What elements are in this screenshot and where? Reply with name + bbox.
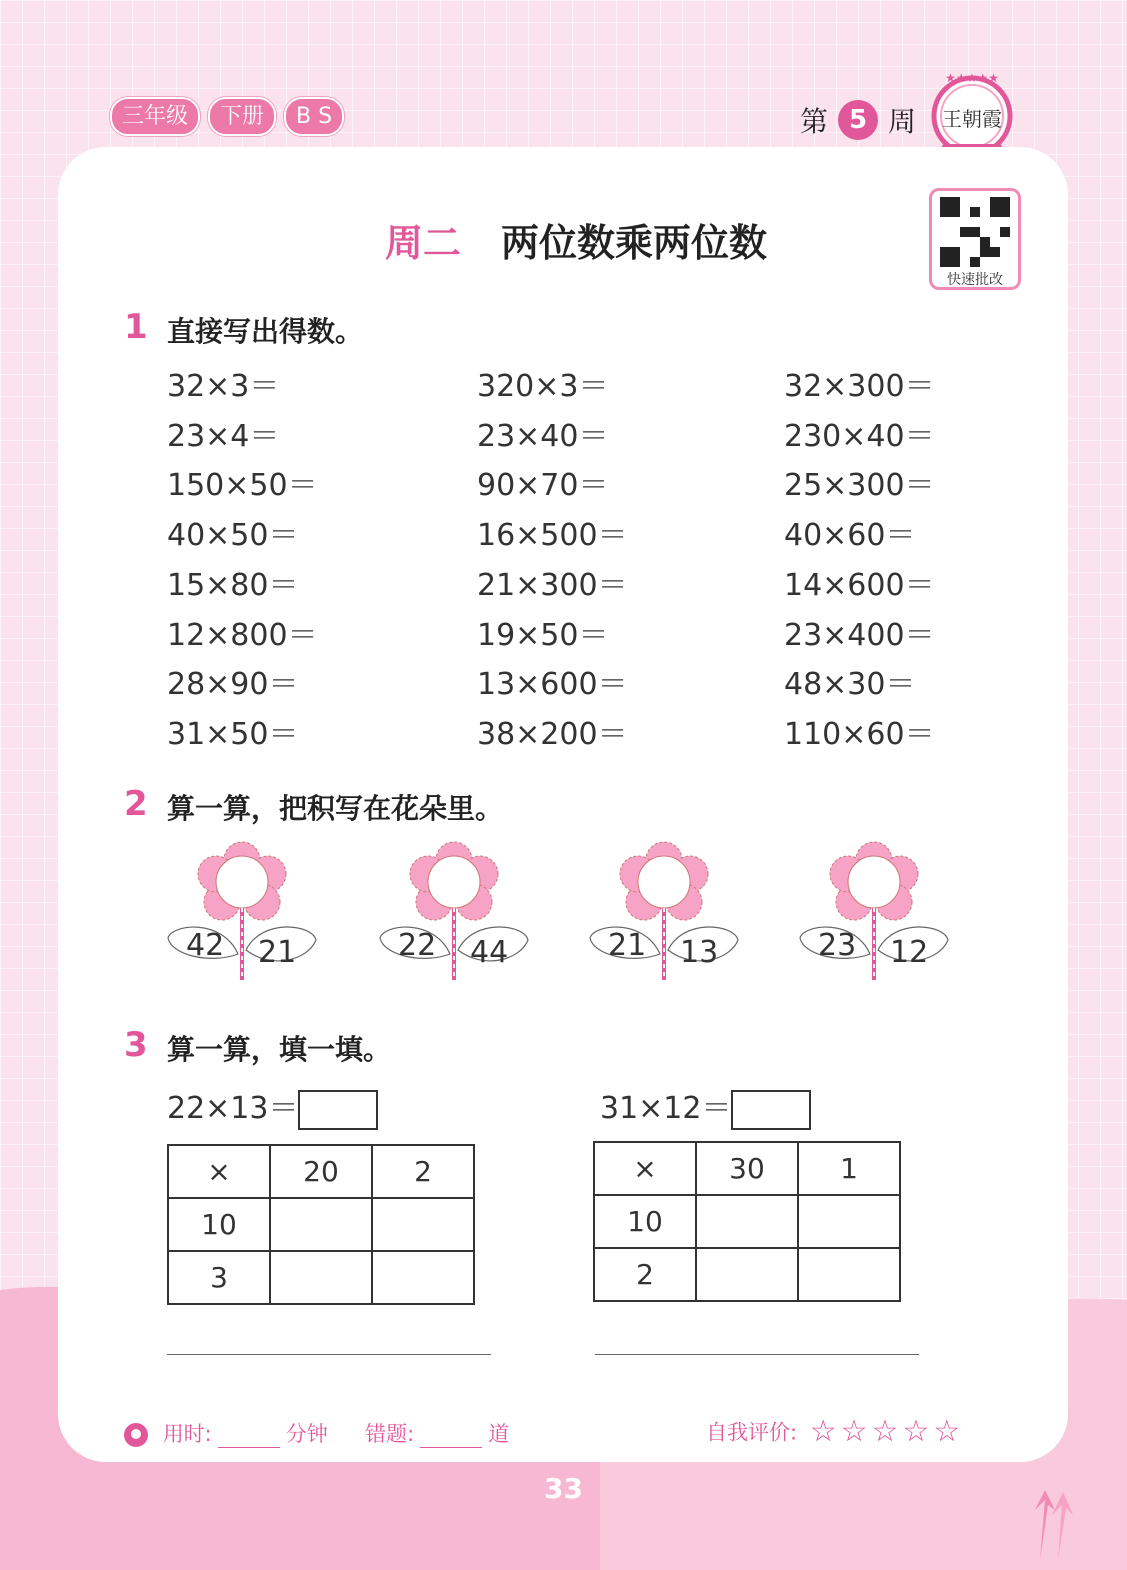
table-row-header: 10 [594, 1195, 696, 1248]
rating-stars[interactable]: ☆☆☆☆☆ [809, 1414, 965, 1449]
table-header-cell: 20 [270, 1145, 372, 1198]
flower-answer-area[interactable] [850, 858, 898, 906]
flower-left-number: 21 [608, 928, 647, 963]
equation-item: 32×3＝ [167, 369, 280, 404]
q3-right-answer-box[interactable] [731, 1090, 811, 1130]
equation-item: 19×50＝ [477, 617, 609, 653]
flower-answer-area[interactable] [640, 858, 688, 906]
flower-right-number: 44 [470, 935, 509, 970]
q3-right-table [593, 1141, 901, 1302]
q3-left-answer-box[interactable] [298, 1090, 378, 1130]
equation-item: 12×800＝ [167, 617, 318, 653]
week-label [800, 100, 916, 140]
equation-item: 110×60＝ [784, 716, 935, 752]
flower-answer-area[interactable] [218, 858, 266, 906]
table-header-cell: × [168, 1145, 270, 1198]
equation-item: 14×600＝ [784, 567, 935, 603]
table-row-header: 10 [168, 1198, 270, 1251]
time-label: 用时: [162, 1422, 212, 1446]
equation-item: 23×400＝ [784, 617, 935, 653]
qr-code-icon [940, 197, 1010, 267]
q3-number: 3 [124, 1025, 148, 1065]
footer-stats [124, 1418, 509, 1448]
q3-left-answer-line[interactable] [167, 1354, 491, 1355]
answer-cell[interactable] [696, 1248, 798, 1301]
flower-left-number: 23 [818, 928, 857, 963]
equation-item: 32×300＝ [784, 369, 935, 404]
time-unit: 分钟 [285, 1422, 328, 1446]
answer-cell[interactable] [270, 1251, 372, 1304]
equation-item: 40×60＝ [784, 518, 916, 554]
wrong-blank[interactable] [420, 1427, 482, 1448]
answer-cell[interactable] [372, 1251, 474, 1304]
svg-text:★★★★★: ★★★★★ [945, 71, 999, 85]
volume-tag: 下册 [208, 97, 276, 136]
time-blank[interactable] [218, 1427, 280, 1448]
q2-text: 算一算，把积写在花朵里。 [167, 792, 504, 825]
page-number: 33 [544, 1472, 583, 1505]
week-prefix: 第 [800, 105, 829, 138]
equation-item: 320×3＝ [477, 369, 609, 404]
week-number: 5 [838, 100, 878, 140]
q3-right-answer-line[interactable] [595, 1354, 919, 1355]
title-topic: 两位数乘两位数 [501, 221, 768, 265]
flower-answer-area[interactable] [430, 858, 478, 906]
flower-right-number: 13 [680, 935, 719, 970]
equation-item: 40×50＝ [167, 518, 299, 554]
flower-left-number: 22 [398, 928, 437, 963]
q3-right-eq-text: 31×12＝ [600, 1091, 732, 1126]
equation-item: 230×40＝ [784, 418, 935, 454]
flower-right-number: 21 [258, 935, 297, 970]
grade-tag: 三年级 [110, 97, 200, 136]
equation-item: 150×50＝ [167, 468, 318, 504]
equation-item: 90×70＝ [477, 468, 609, 504]
q3-left-table [167, 1144, 475, 1305]
answer-cell[interactable] [798, 1195, 900, 1248]
logo-text: 王朝霞 [942, 107, 1002, 131]
flower [374, 838, 534, 988]
table-header-cell: 2 [372, 1145, 474, 1198]
flower [584, 838, 744, 988]
title-day: 周二 [385, 221, 462, 265]
equation-item: 25×300＝ [784, 468, 935, 504]
answer-cell[interactable] [270, 1198, 372, 1251]
flower [162, 838, 322, 988]
q1-text: 直接写出得数。 [167, 315, 364, 348]
answer-cell[interactable] [696, 1195, 798, 1248]
table-header-cell: 1 [798, 1142, 900, 1195]
page-title [385, 212, 767, 267]
q3-left-eq-text: 22×13＝ [167, 1091, 299, 1126]
table-header-cell: 30 [696, 1142, 798, 1195]
table-row-header: 3 [168, 1251, 270, 1304]
self-evaluation [706, 1414, 964, 1449]
answer-cell[interactable] [798, 1248, 900, 1301]
equation-item: 38×200＝ [477, 716, 628, 752]
answer-cell[interactable] [372, 1198, 474, 1251]
grade-tags [110, 97, 344, 136]
wrong-unit: 道 [488, 1422, 510, 1446]
equation-item: 48×30＝ [784, 667, 916, 703]
equation-item: 21×300＝ [477, 567, 628, 603]
flower-right-number: 12 [890, 935, 929, 970]
wrong-label: 错题: [365, 1422, 415, 1446]
stopwatch-icon [124, 1423, 148, 1447]
equation-item: 15×80＝ [167, 567, 299, 603]
eval-label: 自我评价: [706, 1420, 798, 1445]
qr-caption: 快速批改 [947, 272, 1003, 288]
qr-code[interactable] [929, 188, 1021, 290]
equation-item: 16×500＝ [477, 518, 628, 554]
q1-number: 1 [124, 307, 148, 347]
q3-left-equation [167, 1083, 378, 1130]
equation-item: 31×50＝ [167, 716, 299, 752]
table-row-header: 2 [594, 1248, 696, 1301]
edition-tag: B S [284, 97, 344, 136]
q2-number: 2 [124, 784, 148, 824]
week-suffix: 周 [888, 105, 917, 138]
equation-item: 28×90＝ [167, 667, 299, 703]
equation-item: 13×600＝ [477, 667, 628, 703]
flower [794, 838, 954, 988]
equation-item: 23×4＝ [167, 418, 280, 454]
table-header-cell: × [594, 1142, 696, 1195]
equation-item: 23×40＝ [477, 418, 609, 454]
flower-left-number: 42 [186, 928, 225, 963]
q3-right-equation [600, 1083, 811, 1130]
q3-text: 算一算，填一填。 [167, 1033, 392, 1066]
